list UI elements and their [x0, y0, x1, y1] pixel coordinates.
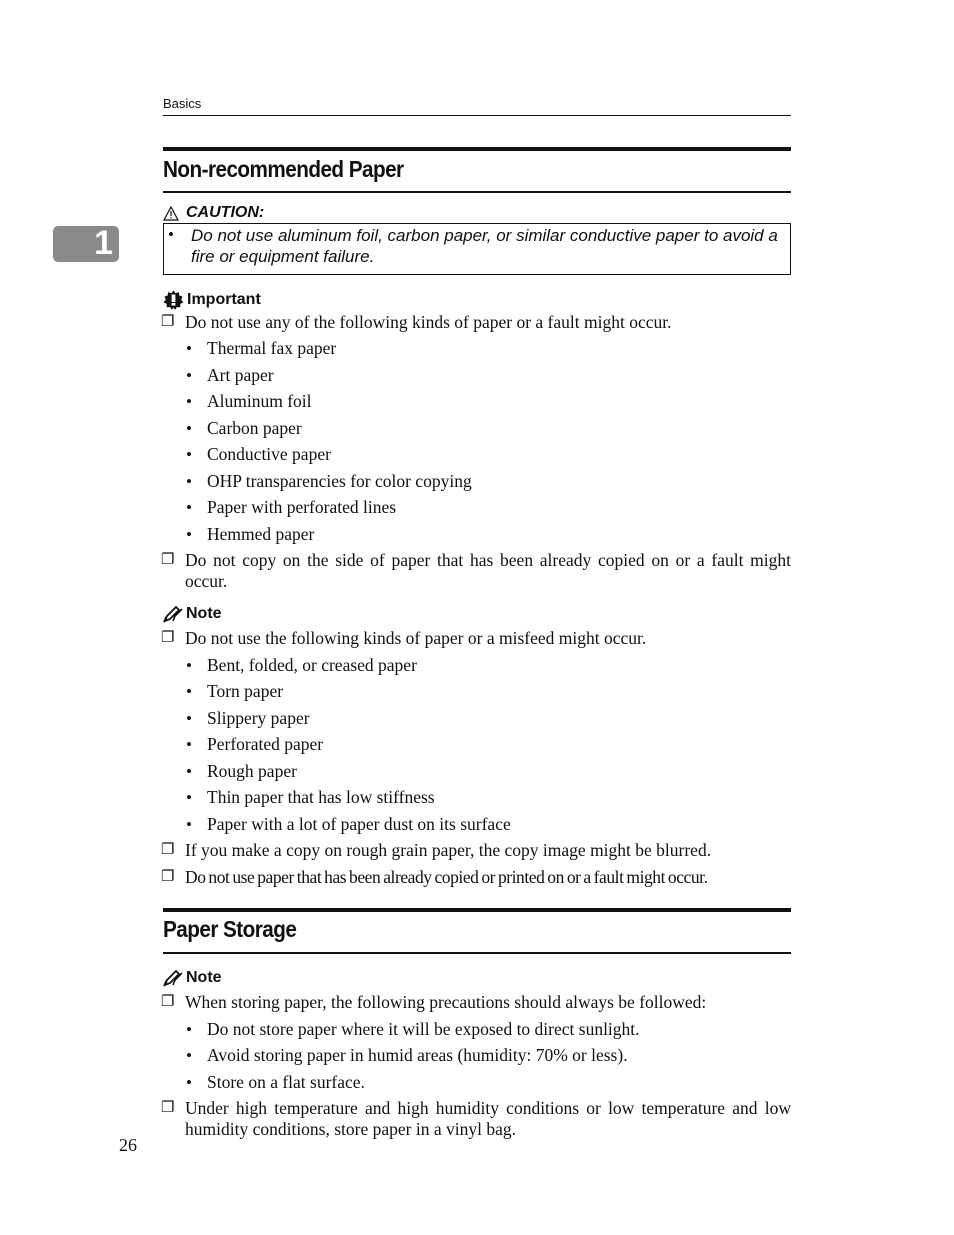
- list-item: Aluminum foil: [207, 391, 312, 411]
- list-item: Art paper: [207, 365, 274, 385]
- list-item: Hemmed paper: [207, 524, 315, 544]
- section-title-paper-storage: Paper Storage: [163, 916, 297, 942]
- important-icon: [163, 290, 184, 310]
- bullet: •: [186, 1073, 192, 1092]
- note-label: [163, 605, 222, 623]
- pencil-note-icon: [163, 605, 183, 623]
- checkbox-icon: ❐: [161, 630, 175, 646]
- checkbox-icon: ❐: [161, 842, 175, 858]
- bullet: •: [186, 1020, 192, 1039]
- bullet: •: [186, 366, 192, 385]
- caution-text: Do not use aluminum foil, carbon paper, or similar conductive paper to avoid a fire or equipment failure.: [191, 226, 778, 266]
- section-rule-top: [163, 147, 791, 151]
- header-rule: [163, 115, 791, 116]
- list-item: Do not store paper where it will be exposed to direct sunlight.: [207, 1019, 640, 1039]
- chapter-tab: [53, 226, 119, 262]
- section-rule-bottom: [163, 191, 791, 193]
- chapter-number: 1: [94, 224, 113, 262]
- checkbox-icon: ❐: [161, 1100, 175, 1116]
- note-label-text: Note: [186, 969, 222, 986]
- bullet: •: [186, 735, 192, 754]
- bullet: •: [186, 472, 192, 491]
- bullet: •: [186, 682, 192, 701]
- list-item: When storing paper, the following precautions should always be followed:: [185, 992, 707, 1012]
- list-item: Perforated paper: [207, 734, 324, 754]
- note-label-text: Note: [186, 605, 222, 622]
- bullet: •: [186, 788, 192, 807]
- bullet: •: [186, 392, 192, 411]
- running-head: Basics: [163, 96, 202, 111]
- list-item: Do not use paper that has been already copied or printed on or a fault might occur.: [185, 867, 708, 887]
- bullet: •: [186, 762, 192, 781]
- bullet: •: [186, 656, 192, 675]
- page-number: 26: [119, 1135, 137, 1155]
- list-item: Paper with a lot of paper dust on its surface: [207, 814, 511, 834]
- list-item: Slippery paper: [207, 708, 310, 728]
- bullet: •: [186, 1046, 192, 1065]
- bullet: •: [168, 225, 174, 244]
- list-item: Do not copy on the side of paper that has been already copied on or a fault might occur.: [185, 550, 791, 591]
- bullet: •: [186, 815, 192, 834]
- checkbox-icon: ❐: [161, 314, 175, 330]
- important-label: [163, 290, 261, 310]
- list-item: Store on a flat surface.: [207, 1072, 365, 1092]
- list-item: Torn paper: [207, 681, 284, 701]
- important-label-text: Important: [187, 291, 261, 308]
- list-item: OHP transparencies for color copying: [207, 471, 472, 491]
- list-item: Thin paper that has low stiffness: [207, 787, 435, 807]
- caution-label: [163, 204, 264, 222]
- list-item: Carbon paper: [207, 418, 302, 438]
- list-item: Bent, folded, or creased paper: [207, 655, 417, 675]
- checkbox-icon: ❐: [161, 869, 175, 885]
- list-item: Do not use any of the following kinds of paper or a fault might occur.: [185, 312, 672, 332]
- bullet: •: [186, 709, 192, 728]
- list-item: Thermal fax paper: [207, 338, 337, 358]
- section-rule-top: [163, 908, 791, 912]
- list-item: Paper with perforated lines: [207, 497, 397, 517]
- checkbox-icon: ❐: [161, 994, 175, 1010]
- bullet: •: [186, 419, 192, 438]
- checkbox-icon: ❐: [161, 552, 175, 568]
- bullet: •: [186, 525, 192, 544]
- list-item: Conductive paper: [207, 444, 331, 464]
- section-rule-bottom: [163, 952, 791, 954]
- caution-box: [163, 223, 791, 275]
- caution-label-text: CAUTION:: [186, 204, 265, 221]
- list-item: Under high temperature and high humidity conditions or low temperature and low humidity conditions, store paper in a vinyl bag.: [185, 1098, 791, 1139]
- list-item: If you make a copy on rough grain paper, the copy image might be blurred.: [185, 840, 712, 860]
- list-item: Do not use the following kinds of paper or a misfeed might occur.: [185, 628, 647, 648]
- list-item: Avoid storing paper in humid areas (humidity: 70% or less).: [207, 1045, 628, 1065]
- bullet: •: [186, 339, 192, 358]
- pencil-note-icon: [163, 969, 183, 987]
- warning-icon: [163, 206, 179, 221]
- bullet: •: [186, 445, 192, 464]
- note-label: [163, 969, 222, 987]
- bullet: •: [186, 498, 192, 517]
- list-item: Rough paper: [207, 761, 297, 781]
- section-title-non-recommended: Non-recommended Paper: [163, 156, 404, 182]
